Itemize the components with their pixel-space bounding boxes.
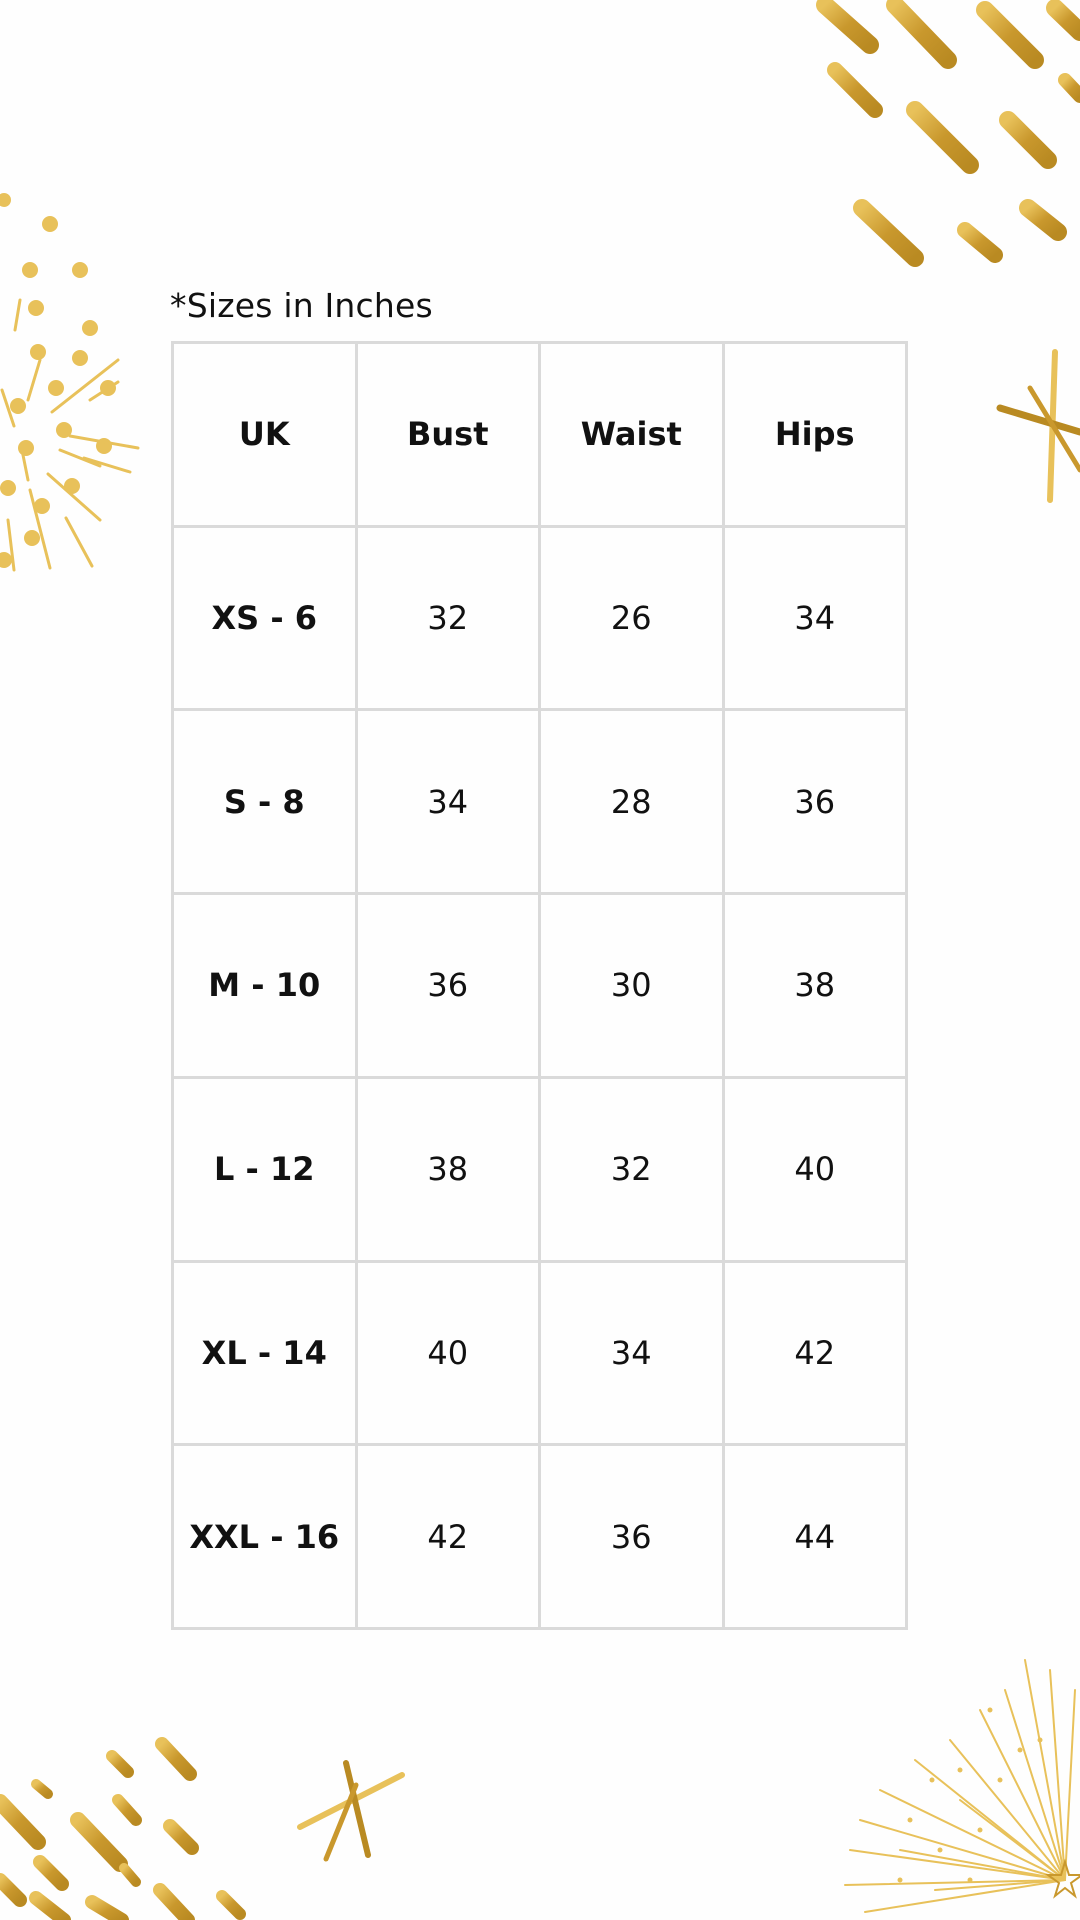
- bust-value: 40: [356, 1261, 540, 1445]
- bust-value: 42: [356, 1445, 540, 1629]
- hips-value: 42: [723, 1261, 907, 1445]
- gold-dash-cluster-top-right-icon: [800, 0, 1080, 280]
- size-label: XL - 14: [173, 1261, 357, 1445]
- bust-value: 32: [356, 526, 540, 710]
- column-header-hips: Hips: [723, 343, 907, 527]
- hips-value: 36: [723, 710, 907, 894]
- waist-value: 30: [540, 894, 724, 1078]
- waist-value: 36: [540, 1445, 724, 1629]
- waist-value: 26: [540, 526, 724, 710]
- sizes-unit-note: *Sizes in Inches: [170, 286, 433, 325]
- waist-value: 32: [540, 1077, 724, 1261]
- table-row: [173, 526, 907, 710]
- hips-value: 38: [723, 894, 907, 1078]
- gold-sunburst-left-icon: [0, 190, 150, 580]
- gold-star-doodle-bottom-icon: [290, 1755, 410, 1865]
- waist-value: 28: [540, 710, 724, 894]
- size-label: S - 8: [173, 710, 357, 894]
- column-header-waist: Waist: [540, 343, 724, 527]
- hips-value: 34: [723, 526, 907, 710]
- gold-dash-cluster-bottom-left-icon: [0, 1730, 260, 1920]
- hips-value: 40: [723, 1077, 907, 1261]
- size-label: L - 12: [173, 1077, 357, 1261]
- column-header-bust: Bust: [356, 343, 540, 527]
- table-row: [173, 1261, 907, 1445]
- size-chart-table: [171, 341, 908, 1630]
- table-row: [173, 710, 907, 894]
- size-label: M - 10: [173, 894, 357, 1078]
- table-row: [173, 894, 907, 1078]
- bust-value: 36: [356, 894, 540, 1078]
- waist-value: 34: [540, 1261, 724, 1445]
- size-label: XS - 6: [173, 526, 357, 710]
- column-header-uk: UK: [173, 343, 357, 527]
- bust-value: 38: [356, 1077, 540, 1261]
- size-label: XXL - 16: [173, 1445, 357, 1629]
- gold-sunburst-bottom-right-icon: [840, 1650, 1080, 1920]
- table-row: [173, 1077, 907, 1261]
- hips-value: 44: [723, 1445, 907, 1629]
- table-row: [173, 1445, 907, 1629]
- table-header-row: [173, 343, 907, 527]
- bust-value: 34: [356, 710, 540, 894]
- gold-cross-doodle-right-icon: [990, 340, 1080, 510]
